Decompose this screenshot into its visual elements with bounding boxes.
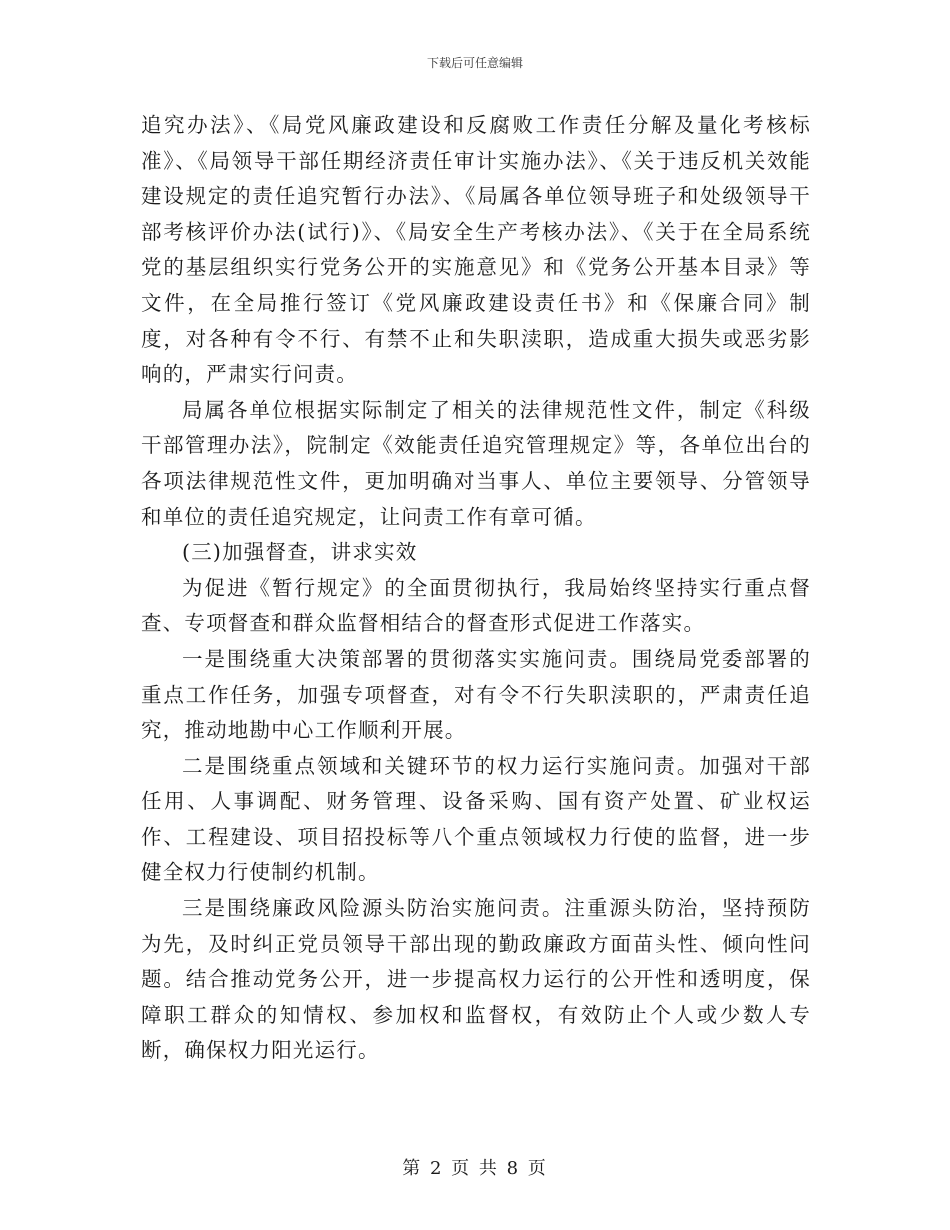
section-heading: (三)加强督查，讲求实效 <box>182 540 418 565</box>
document-body <box>141 108 811 1069</box>
paragraph-6: 三是围绕廉政风险源头防治实施问责。注重源头防治，坚持预防为先，及时纠正党员领导干部出现的勤政廉政方面苗头性、倾向性问题。结合推动党务公开，进一步提高权力运行的公开性和透明度，保障职工群众的知情权、参加权和监督权，有效防止个人或少数人专断，确保权力阳光运行。 <box>141 896 811 1063</box>
paragraph-2: 局属各单位根据实际制定了相关的法律规范性文件，制定《科级干部管理办法》，院制定《效能责任追究管理规定》等，各单位出台的各项法律规范性文件，更加明确对当事人、单位主要领导、分管领导和单位的责任追究规定，让问责工作有章可循。 <box>141 397 811 529</box>
paragraph-1: 追究办法》、《局党风廉政建设和反腐败工作责任分解及量化考核标准》、《局领导干部任期经济责任审计实施办法》、《关于违反机关效能建设规定的责任追究暂行办法》、《局属各单位领导班子和处级领导干部考核评价办法(试行)》、《局安全生产考核办法》、《关于在全局系统党的基层组织实行党务公开的实施意见》和《党务公开基本目录》等文件，在全局推行签订《党风廉政建设责任书》和《保廉合同》制度，对各种有令不行、有禁不止和失职渎职，造成重大损失或恶劣影响的，严肃实行问责。 <box>141 113 811 387</box>
paragraph-3: 为促进《暂行规定》的全面贯彻执行，我局始终坚持实行重点督查、专项督查和群众监督相结合的督查形式促进工作落实。 <box>141 575 811 636</box>
paragraph-4: 一是围绕重大决策部署的贯彻落实实施问责。围绕局党委部署的重点工作任务，加强专项督查，对有令不行失职渎职的，严肃责任追究，推动地勘中心工作顺利开展。 <box>141 646 811 743</box>
paragraph-5: 二是围绕重点领域和关键环节的权力运行实施问责。加强对干部任用、人事调配、财务管理、设备采购、国有资产处置、矿业权运作、工程建设、项目招投标等八个重点领域权力行使的监督，进一步健全权力行使制约机制。 <box>141 753 811 885</box>
page-header: 下载后可任意编辑 <box>426 56 523 70</box>
page-number-footer: 第 2 页 共 8 页 <box>402 1158 548 1179</box>
